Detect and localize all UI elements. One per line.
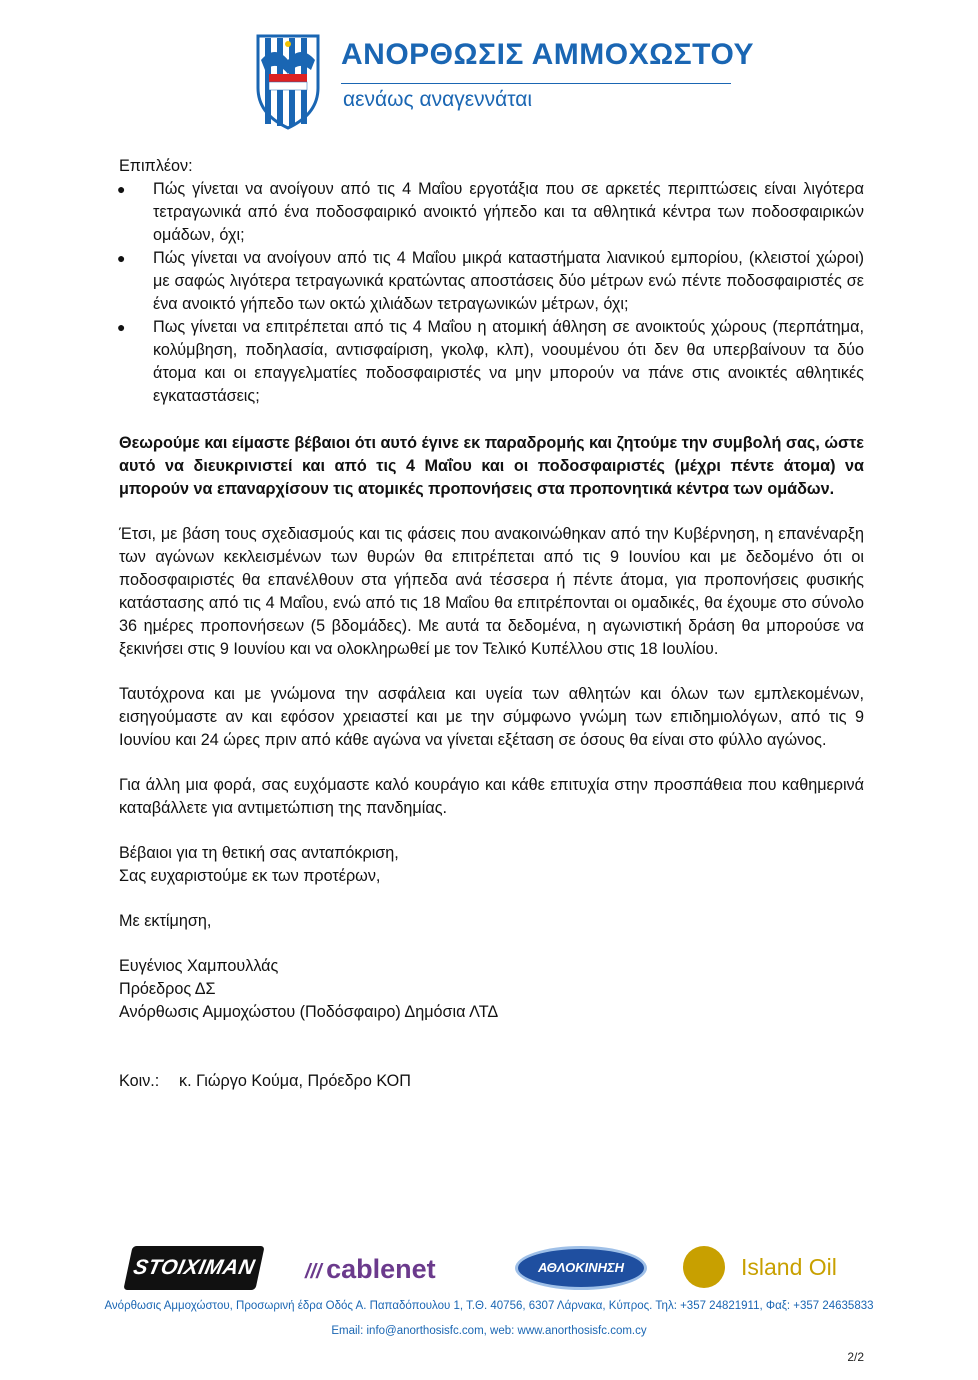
bullet-icon: ● [117, 250, 126, 266]
cc-label: Κοιν.: [119, 1072, 160, 1090]
wishes-paragraph: Για άλλη μια φορά, σας ευχόμαστε καλό κουράγιο και κάθε επιτυχία στην προσπάθεια που καθημερινά καταβάλλετε για αντιμετώπιση της πανδημίας. [119, 776, 864, 817]
closing-line: Σας ευχαριστούμε εκ των προτέρων, [119, 867, 381, 885]
request-paragraph: Θεωρούμε και είμαστε βέβαιοι ότι αυτό έγινε εκ παραδρομής και ζητούμε την συμβολή σας, ώστε αυτό να διευκρινιστεί και από τις 4 Μαΐου και οι ποδοσφαιριστές (μέχρι πέντε άτομα) να μπορούν να επαναρχίσουν τις ατομικές προπονήσεις στα προπονητικά κέντρα των ομάδων. [119, 434, 864, 498]
island-oil-logo-text: Island Oil [741, 1254, 837, 1280]
letterhead [255, 28, 754, 138]
cablenet-logo [305, 1254, 475, 1290]
club-motto: αενάως αναγεννάται [343, 88, 533, 111]
question-list [119, 178, 864, 408]
cablenet-logo-text: cablenet [326, 1254, 436, 1284]
regards-line: Με εκτίμηση, [119, 912, 212, 930]
sponsor-logos [120, 1240, 860, 1300]
signer-organization: Ανόρθωσις Αμμοχώστου (Ποδόσφαιρο) Δημόσια ΛΤΔ [119, 1003, 499, 1021]
island-oil-logo [683, 1246, 873, 1290]
cc-recipient: κ. Γιώργο Κούμα, Πρόεδρο ΚΟΠ [179, 1072, 411, 1090]
cablenet-slash-icon: /// [305, 1261, 322, 1283]
list-item [119, 247, 864, 316]
bullet-icon: ● [117, 181, 126, 197]
page-number: 2/2 [847, 1350, 864, 1364]
list-item [119, 178, 864, 247]
list-item-text: Πως γίνεται να επιτρέπεται από τις 4 Μαΐου η ατομική άθληση σε ανοικτούς χώρους (περπάτημα, κολύμβηση, ποδηλασία, αντισφαίριση, γκολφ, κλπ), νοουμένου ότι δεν θα υπερβαίνουν τα δύο άτομα και οι επαγγελματίες ποδοσφαιριστές να μην μπορούν να πάνε στις ανοικτές αθλητικές εγκαταστάσεις; [153, 318, 864, 405]
athlokinisi-logo [515, 1246, 647, 1290]
stoiximan-logo [123, 1246, 264, 1290]
list-item-text: Πώς γίνεται να ανοίγουν από τις 4 Μαΐου μικρά καταστήματα λιανικού εμπορίου, (κλειστοί χώροι) με σαφώς λιγότερα τετραγωνικά κρατώντας αποστάσεις δύο μέτρων ενώ πέντε ποδοσφαιριστές σε ένα ανοικτό γήπεδο των οκτώ χιλιάδων τετραγωνικών μέτρων, όχι; [153, 249, 864, 313]
bullet-icon: ● [117, 319, 126, 335]
carbon-copy [119, 1070, 864, 1093]
schedule-paragraph: Έτσι, με βάση τους σχεδιασμούς και τις φάσεις που ανακοινώθηκαν από την Κυβέρνηση, η επανέναρξη των αγώνων κεκλεισμένων των θυρών θα επιτρέπεται από τις 9 Ιουνίου και με δεδομένο ότι οι ποδοσφαιριστές θα επανέλθουν στα γήπεδα ανά τέσσερα ή πέντε άτομα, για προπονήσεις φυσικής κατάστασης από τις 4 Μαΐου, ενώ από τις 18 Μαΐου θα επιτρέπονται οι ομαδικές, θα έχουμε στο σύνολο 36 ημέρες προπονήσεων (5 βδομάδες). Με αυτά τα δεδομένα, η αγωνιστική δράση θα μπορούσε να ξεκινήσει στις 9 Ιουνίου και να ολοκληρωθεί με τον Τελικό Κυπέλλου στις 18 Ιουλίου. [119, 525, 864, 658]
footer-contact: Email: info@anorthosisfc.com, web: www.anorthosisfc.com.cy [331, 1325, 647, 1337]
list-item-text: Πώς γίνεται να ανοίγουν από τις 4 Μαΐου εργοτάξια που σε αρκετές περιπτώσεις είναι λιγότερα τετραγωνικά από ένα ποδοσφαιρικό ανοικτό γήπεδο και τα αθλητικά κέντρα των ποδοσφαιρικών ομάδων, όχι; [153, 180, 864, 244]
list-item [119, 316, 864, 408]
letter-body [119, 155, 864, 1093]
club-name: ΑΝΟΡΘΩΣΙΣ ΑΜΜΟΧΩΣΤΟΥ [341, 38, 754, 71]
signer-name: Ευγένιος Χαμπουλλάς [119, 957, 279, 975]
closing-line: Βέβαιοι για τη θετική σας ανταπόκριση, [119, 844, 399, 862]
signer-title: Πρόεδρος ΔΣ [119, 980, 216, 998]
stoiximan-logo-text: STOIXIMAN [131, 1256, 257, 1279]
island-oil-drop-icon [683, 1246, 725, 1288]
footer-address: Ανόρθωσις Αμμοχώστου, Προσωρινή έδρα Οδός Α. Παπαδόπουλου 1, Τ.Θ. 40756, 6307 Λάρνακα, Κύπρος. Τηλ: +357 24821911, Φαξ: +357 24635833 [104, 1300, 874, 1312]
intro-line: Επιπλέον: [119, 157, 193, 175]
safety-paragraph: Ταυτόχρονα και με γνώμονα την ασφάλεια και υγεία των αθλητών και όλων των εμπλεκομένων, εισηγούμαστε αν και εφόσον χρειαστεί και με την σύμφωνο γνώμη των επιδημιολόγων, από τις 9 Ιουνίου και 24 ώρες πριν από κάθε αγώνα να γίνεται εξέταση σε όσους θα είναι στο φύλλο αγώνος. [119, 685, 864, 749]
club-crest-logo [255, 30, 321, 130]
header-divider [341, 83, 731, 84]
athlokinisi-logo-text: ΑΘΛΟΚΙΝΗΣΗ [537, 1260, 625, 1275]
